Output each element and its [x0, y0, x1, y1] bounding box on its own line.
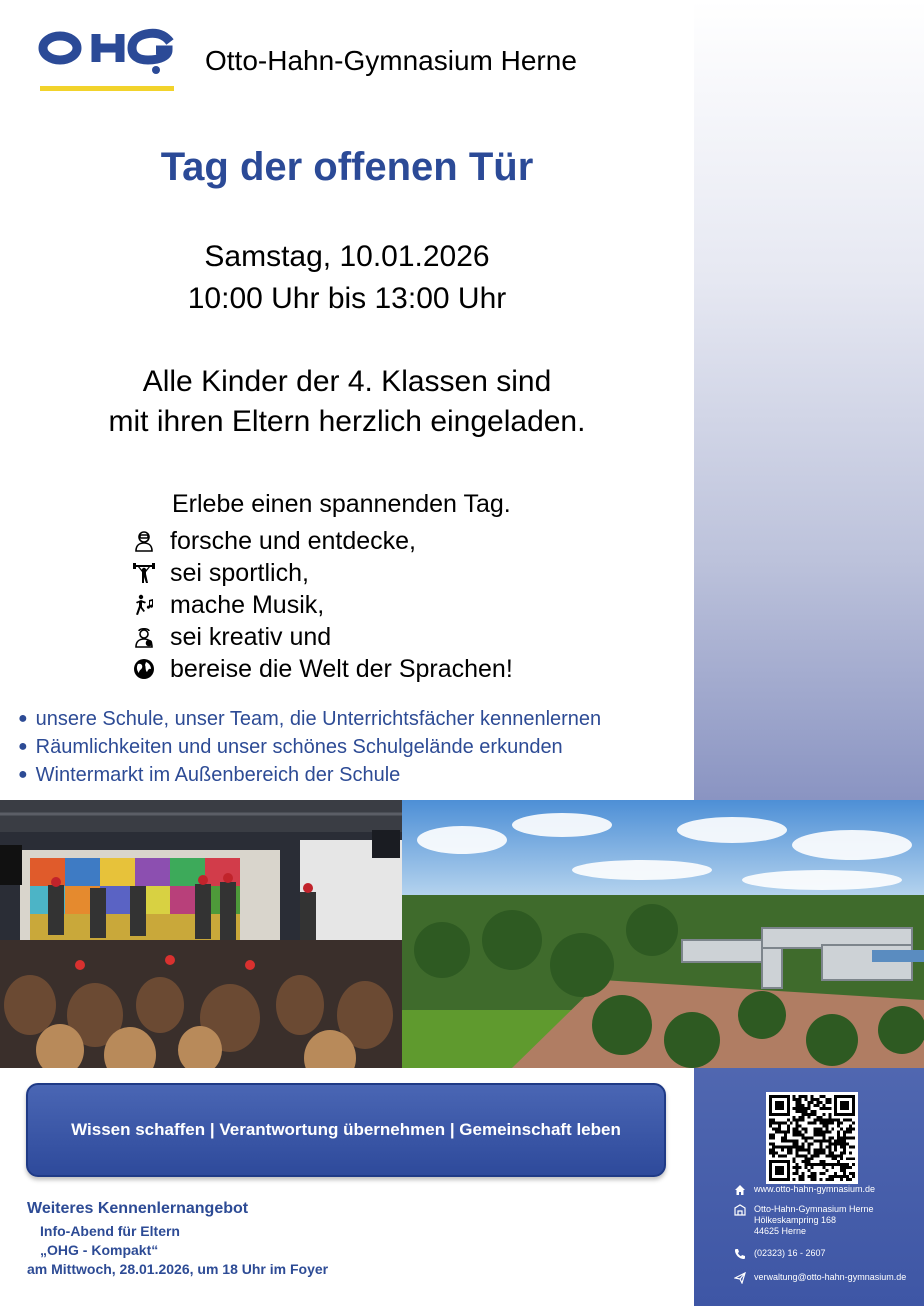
- send-icon: [734, 1272, 746, 1284]
- activities-list: [132, 525, 513, 685]
- side-gradient-band: [694, 0, 924, 800]
- motto-text: Wissen schaffen | Verantwortung übernehmen | Gemeinschaft leben: [71, 1120, 621, 1139]
- highlight-item: ● Räumlichkeiten und unser schönes Schulgelände erkunden: [18, 735, 563, 758]
- activity-item: forsche und entdecke,: [132, 525, 513, 557]
- activity-item: sei kreativ und: [132, 621, 513, 653]
- contact-address: Otto-Hahn-Gymnasium Herne Hölkeskampring 168 44625 Herne: [734, 1204, 874, 1237]
- activities-intro: Erlebe einen spannenden Tag.: [172, 490, 511, 518]
- contact-phone[interactable]: (02323) 16 - 2607: [734, 1248, 826, 1260]
- more-offers-title: Weiteres Kennenlernangebot: [27, 1200, 249, 1217]
- artist-icon: [132, 625, 156, 649]
- highlight-item: ● Wintermarkt im Außenbereich der Schule: [18, 763, 401, 786]
- phone-icon: [734, 1248, 746, 1260]
- highlights-list: [18, 705, 601, 789]
- weightlifter-icon: [132, 561, 156, 585]
- activity-item: sei sportlich,: [132, 557, 513, 589]
- invite-line-2: mit ihren Eltern herzlich eingeladen.: [108, 405, 586, 438]
- contact-website[interactable]: www.otto-hahn-gymnasium.de: [734, 1184, 875, 1196]
- contact-email[interactable]: verwaltung@otto-hahn-gymnasium.de: [734, 1272, 906, 1284]
- school-logo: [38, 28, 178, 98]
- building-icon: [734, 1204, 746, 1216]
- contact-panel: [694, 1068, 924, 1306]
- highlight-item: ● unsere Schule, unser Team, die Unterrichtsfächer kennenlernen: [18, 707, 602, 730]
- more-offers-line: Info-Abend für Eltern: [40, 1223, 180, 1239]
- more-offers: [27, 1200, 328, 1279]
- more-offers-date: am Mittwoch, 28.01.2026, um 18 Uhr im Foyer: [27, 1261, 329, 1277]
- event-time: 10:00 Uhr bis 13:00 Uhr: [187, 282, 507, 315]
- dancer-music-icon: [132, 593, 156, 617]
- activity-item: bereise die Welt der Sprachen!: [132, 653, 513, 685]
- qr-code: [766, 1092, 858, 1184]
- concert-photo: [0, 800, 402, 1068]
- event-title: Tag der offenen Tür: [160, 145, 534, 189]
- activity-item: mache Musik,: [132, 589, 513, 621]
- school-name: Otto-Hahn-Gymnasium Herne: [205, 45, 577, 76]
- home-icon: [734, 1184, 746, 1196]
- invite-line-1: Alle Kinder der 4. Klassen sind: [142, 365, 552, 398]
- event-date: Samstag, 10.01.2026: [204, 240, 490, 273]
- scientist-icon: [132, 529, 156, 553]
- motto-banner: [26, 1083, 666, 1177]
- globe-icon: [132, 657, 156, 681]
- campus-aerial-photo: [402, 800, 924, 1068]
- more-offers-event-name: „OHG - Kompakt“: [40, 1242, 159, 1258]
